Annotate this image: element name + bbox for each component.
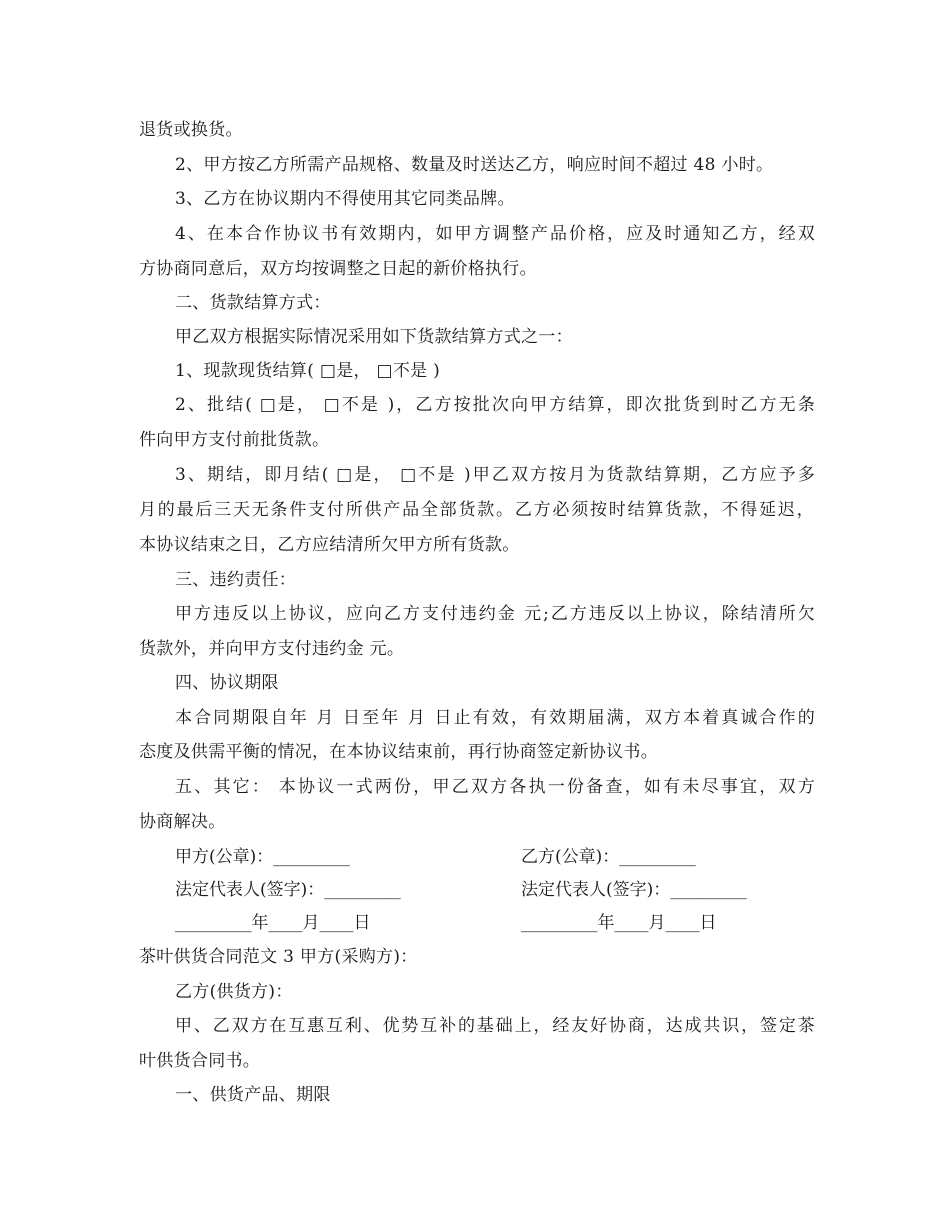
text-line: 态度及供需平衡的情况，在本协议结束前，再行协商签定新协议书。 (139, 742, 658, 762)
text-line: 货款外，并向甲方支付违约金 元。 (139, 639, 405, 659)
contract-title: 茶叶供货合同范文 3 甲方(采购方)： (139, 947, 418, 967)
text-line: 月的最后三天无条件支付所供产品全部货款。乙方必须按时结算货款，不得延迟， (139, 500, 814, 520)
payment-option-3: 3、期结，即月结( □是， □不是 )甲乙双方按月为货款结算期，乙方应予多 (175, 465, 815, 485)
text-line: 协商解决。 (139, 812, 226, 832)
party-b-seal: 乙方(公章)：_________ (521, 847, 696, 867)
text-line: 甲方违反以上协议，应向乙方支付违约金 元;乙方违反以上协议，除结清所欠 (175, 604, 815, 624)
section-heading-payment: 二、货款结算方式： (175, 293, 331, 313)
section-heading-other: 五、其它： 本协议一式两份，甲乙双方各执一份备查，如有未尽事宜，双方 (175, 777, 815, 797)
party-a-representative: 法定代表人(签字)：_________ (175, 880, 401, 900)
payment-option-1: 1、现款现货结算( □是， □不是 ) (175, 361, 441, 381)
party-a-date: _________年____月____日 (175, 913, 371, 933)
section-heading-liability: 三、违约责任： (175, 570, 297, 590)
party-b-date: _________年____月____日 (521, 913, 717, 933)
text-line: 退货或换货。 (139, 120, 243, 140)
text-line: 甲、乙双方在互惠互利、优势互补的基础上，经友好协商，达成共识，签定茶 (175, 1016, 815, 1036)
clause-2: 2、甲方按乙方所需产品规格、数量及时送达乙方，响应时间不超过 48 小时。 (175, 155, 774, 175)
text-line: 乙方(供货方)： (175, 982, 293, 1002)
clause-4: 4、在本合作协议书有效期内，如甲方调整产品价格，应及时通知乙方，经双 (175, 224, 815, 244)
section-heading-term: 四、协议期限 (175, 673, 279, 693)
section-heading-supply: 一、供货产品、期限 (175, 1085, 331, 1105)
party-a-seal: 甲方(公章)：_________ (175, 847, 350, 867)
text-line: 叶供货合同书。 (139, 1051, 261, 1071)
clause-3: 3、乙方在协议期内不得使用其它同类品牌。 (175, 189, 515, 209)
text-line: 本合同期限自年 月 日至年 月 日止有效，有效期届满，双方本着真诚合作的 (175, 708, 815, 728)
text-line: 方协商同意后，双方均按调整之日起的新价格执行。 (139, 259, 537, 279)
text-line: 件向甲方支付前批货款。 (139, 430, 330, 450)
text-line: 甲乙双方根据实际情况采用如下货款结算方式之一： (175, 327, 573, 347)
party-b-representative: 法定代表人(签字)：_________ (521, 880, 747, 900)
text-line: 本协议结束之日，乙方应结清所欠甲方所有货款。 (139, 535, 520, 555)
payment-option-2: 2、批结( □是， □不是 )，乙方按批次向甲方结算，即次批货到时乙方无条 (175, 395, 815, 415)
